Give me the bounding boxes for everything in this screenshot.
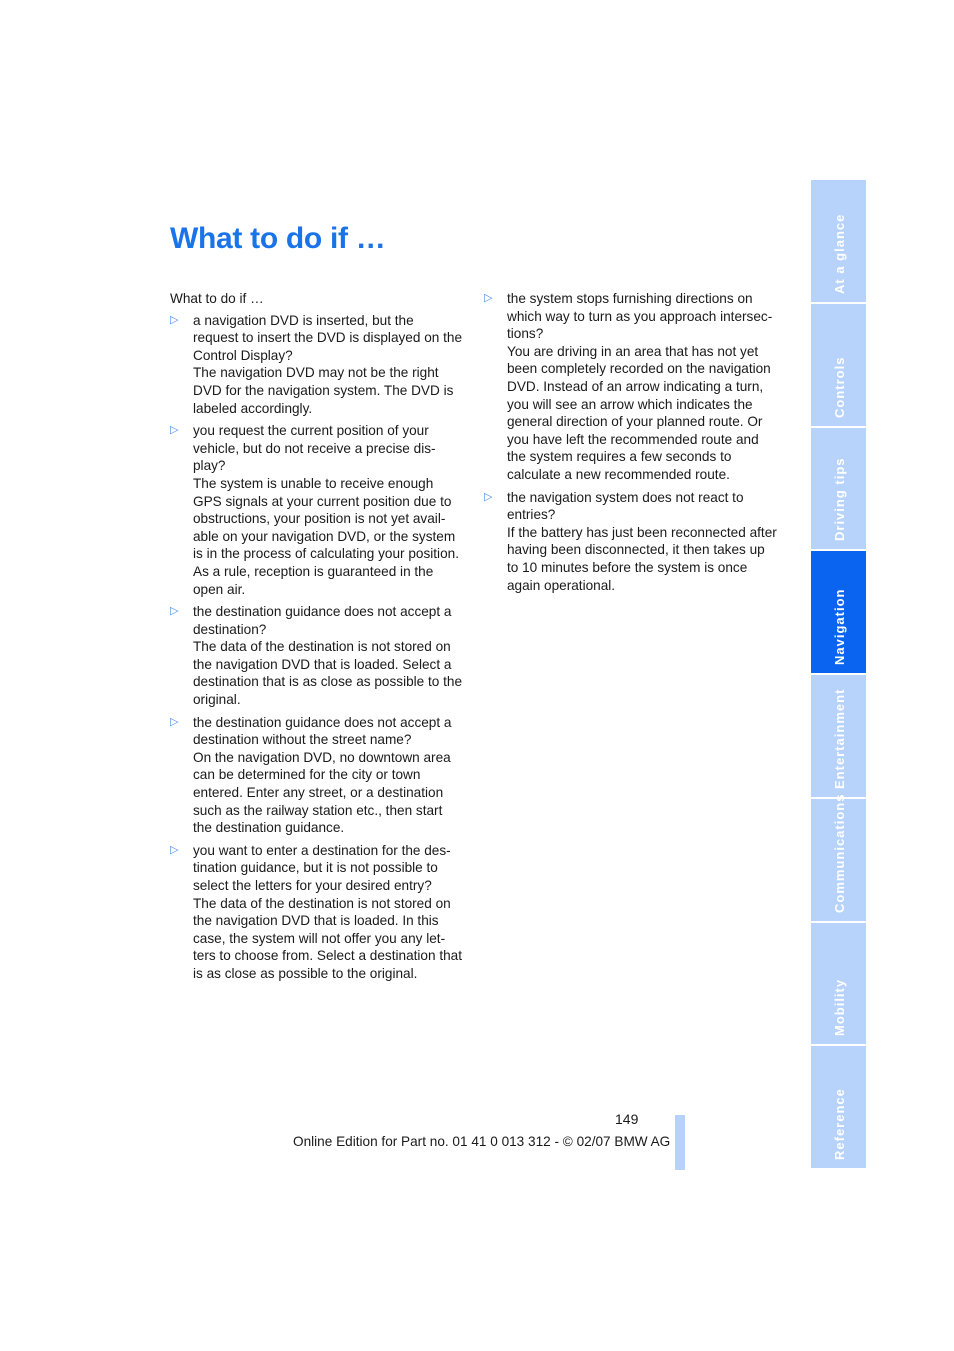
- item-question: the destination guidance does not accept a destination?: [193, 604, 452, 637]
- triangle-bullet-icon: ▷: [484, 292, 493, 304]
- right-column: [484, 290, 778, 599]
- item-answer: The data of the destination is not stored on the navigation DVD that is loaded. Select a destination that is as close as possible to the original.: [193, 639, 463, 708]
- item-question: the system stops furnishing directions on which way to turn as you approach intersections?: [507, 291, 773, 342]
- tab-label: Driving tips: [831, 457, 846, 542]
- triangle-bullet-icon: ▷: [170, 313, 179, 326]
- list-item: [170, 312, 462, 418]
- tab-label: Reference: [831, 1088, 846, 1160]
- list-item: [484, 290, 778, 484]
- tab-communications[interactable]: [811, 793, 866, 923]
- intro-text: What to do if …: [170, 291, 264, 306]
- list-item: [170, 714, 462, 837]
- item-answer: The navigation DVD may not be the right DVD for the navigation system. The DVD is labeled accordingly.: [193, 365, 454, 416]
- item-question: the destination guidance does not accept a destination without the street name?: [193, 714, 452, 748]
- tab-navigation[interactable]: [811, 551, 866, 675]
- tab-driving-tips[interactable]: [811, 428, 866, 552]
- item-question: you want to enter a destination for the destination guidance, but it is not possible to select the letters for your desired entry?: [193, 842, 451, 893]
- item-question: a navigation DVD is inserted, but the request to insert the DVD is displayed on the Control Display?: [193, 312, 463, 363]
- footer-marker: [675, 1115, 685, 1170]
- tab-label: Communications: [831, 793, 846, 913]
- tab-entertainment[interactable]: [811, 675, 866, 799]
- tab-at-a-glance[interactable]: [811, 180, 866, 304]
- item-question: the navigation system does not react to entries?: [507, 489, 744, 523]
- item-question: you request the current position of your vehicle, but do not receive a precise display?: [193, 423, 436, 474]
- tab-label: Entertainment: [831, 688, 846, 789]
- tab-label: Navigation: [831, 588, 846, 665]
- section-tabs: [811, 180, 866, 1168]
- triangle-bullet-icon: ▷: [170, 424, 179, 437]
- item-answer: The data of the destination is not stored on the navigation DVD that is loaded. In this case, the system will not offer you any letters to choose from. Select a destination that is as close as possible to the original.: [193, 895, 463, 981]
- tab-mobility[interactable]: [811, 923, 866, 1047]
- tab-label: Mobility: [831, 979, 846, 1037]
- page-title: What to do if …: [170, 222, 386, 255]
- tab-reference[interactable]: [811, 1046, 866, 1168]
- page-number: 149: [615, 1111, 639, 1127]
- item-answer: On the navigation DVD, no downtown area can be determined for the city or town entered. Enter any street, or a destination such as the railway station etc., then start the destination guidance.: [193, 749, 451, 836]
- triangle-bullet-icon: ▷: [170, 843, 179, 856]
- left-column: [170, 290, 462, 988]
- list-item: [170, 842, 462, 983]
- list-item: [170, 603, 462, 709]
- tab-label: At a glance: [831, 213, 846, 294]
- list-item: [484, 489, 778, 595]
- item-answer: If the battery has just been reconnected after having been disconnected, it then takes up to 10 minutes before the system is once again operational.: [507, 524, 777, 593]
- triangle-bullet-icon: ▷: [484, 490, 493, 503]
- footer-text: Online Edition for Part no. 01 41 0 013 312 - © 02/07 BMW AG: [293, 1134, 671, 1149]
- triangle-bullet-icon: ▷: [170, 605, 179, 618]
- tab-controls[interactable]: [811, 304, 866, 428]
- list-item: [170, 422, 462, 598]
- item-answer: The system is unable to receive enough GPS signals at your current position due to obstructions, your position is not yet available on your navigation DVD, or the system is in the process of calculating your position. As a rule, reception is guaranteed in the open air.: [193, 475, 459, 597]
- tab-label: Controls: [831, 356, 846, 418]
- triangle-bullet-icon: ▷: [170, 715, 179, 728]
- item-answer: You are driving in an area that has not yet been completely recorded on the navigation DVD. Instead of an arrow indicating a turn, you will see an arrow which indicates the general direction of your planned route. Or you have left the recommended route and the system requires a few seconds to calculate a new recommended route.: [507, 343, 771, 482]
